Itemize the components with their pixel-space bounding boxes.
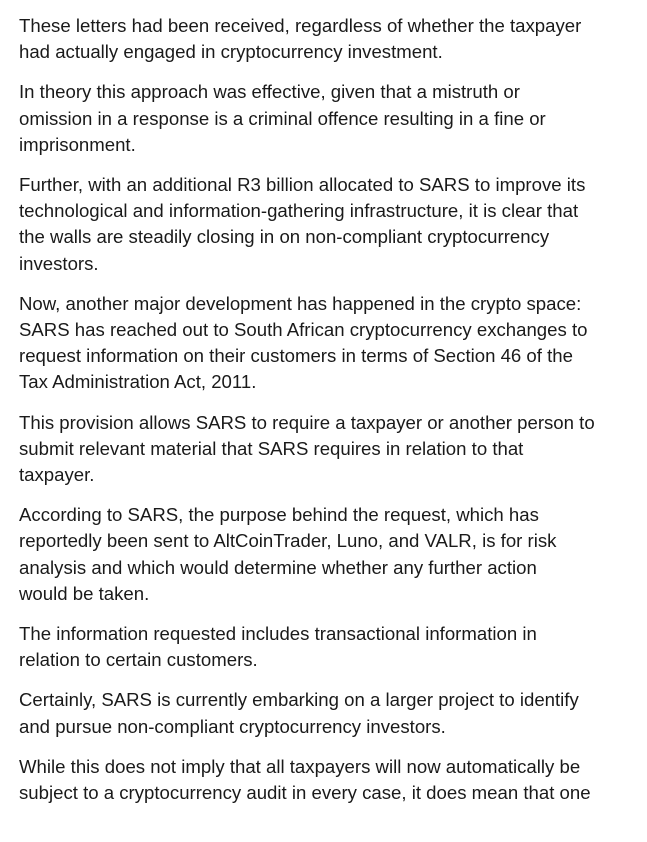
- paragraph: [19, 410, 629, 489]
- text-line: According to SARS, the purpose behind the request, which has: [19, 504, 539, 526]
- text-line: This provision allows SARS to require a taxpayer or another person to: [19, 411, 595, 433]
- text-line: reportedly been sent to AltCoinTrader, Luno, and VALR, is for risk: [19, 530, 557, 552]
- text-line: imprisonment.: [19, 133, 136, 155]
- paragraph: [19, 621, 629, 673]
- document-body: [19, 13, 629, 820]
- text-line: technological and information-gathering infrastructure, it is clear that: [19, 200, 579, 222]
- text-line: Further, with an additional R3 billion allocated to SARS to improve its: [19, 174, 586, 196]
- text-line: Tax Administration Act, 2011.: [19, 371, 257, 393]
- text-line: SARS has reached out to South African cryptocurrency exchanges to: [19, 319, 588, 341]
- text-line: would be taken.: [19, 582, 150, 604]
- text-line: Certainly, SARS is currently embarking on a larger project to identify: [19, 689, 579, 711]
- paragraph: [19, 754, 629, 806]
- text-line: submit relevant material that SARS requires in relation to that: [19, 437, 524, 459]
- text-line: omission in a response is a criminal offence resulting in a fine or: [19, 107, 546, 129]
- text-line: investors.: [19, 252, 99, 274]
- text-line: These letters had been received, regardless of whether the taxpayer: [19, 15, 582, 36]
- paragraph: [19, 291, 629, 396]
- paragraph: [19, 172, 629, 277]
- text-line: Now, another major development has happened in the crypto space:: [19, 292, 582, 314]
- text-line: request information on their customers in terms of Section 46 of the: [19, 345, 573, 367]
- text-line: the walls are steadily closing in on non-compliant cryptocurrency: [19, 226, 550, 248]
- text-line: taxpayer.: [19, 464, 95, 486]
- text-line: While this does not imply that all taxpayers will now automatically be: [19, 755, 581, 777]
- text-line: The information requested includes transactional information in: [19, 623, 537, 645]
- paragraph: [19, 502, 629, 607]
- text-line: In theory this approach was effective, given that a mistruth or: [19, 81, 520, 103]
- paragraph: [19, 13, 629, 65]
- text-line: and pursue non-compliant cryptocurrency investors.: [19, 715, 446, 737]
- text-line: had actually engaged in cryptocurrency investment.: [19, 41, 443, 63]
- text-line: relation to certain customers.: [19, 649, 258, 671]
- text-line: analysis and which would determine whether any further action: [19, 556, 537, 578]
- text-line: subject to a cryptocurrency audit in every case, it does mean that one: [19, 782, 591, 804]
- paragraph: [19, 687, 629, 739]
- paragraph: [19, 79, 629, 158]
